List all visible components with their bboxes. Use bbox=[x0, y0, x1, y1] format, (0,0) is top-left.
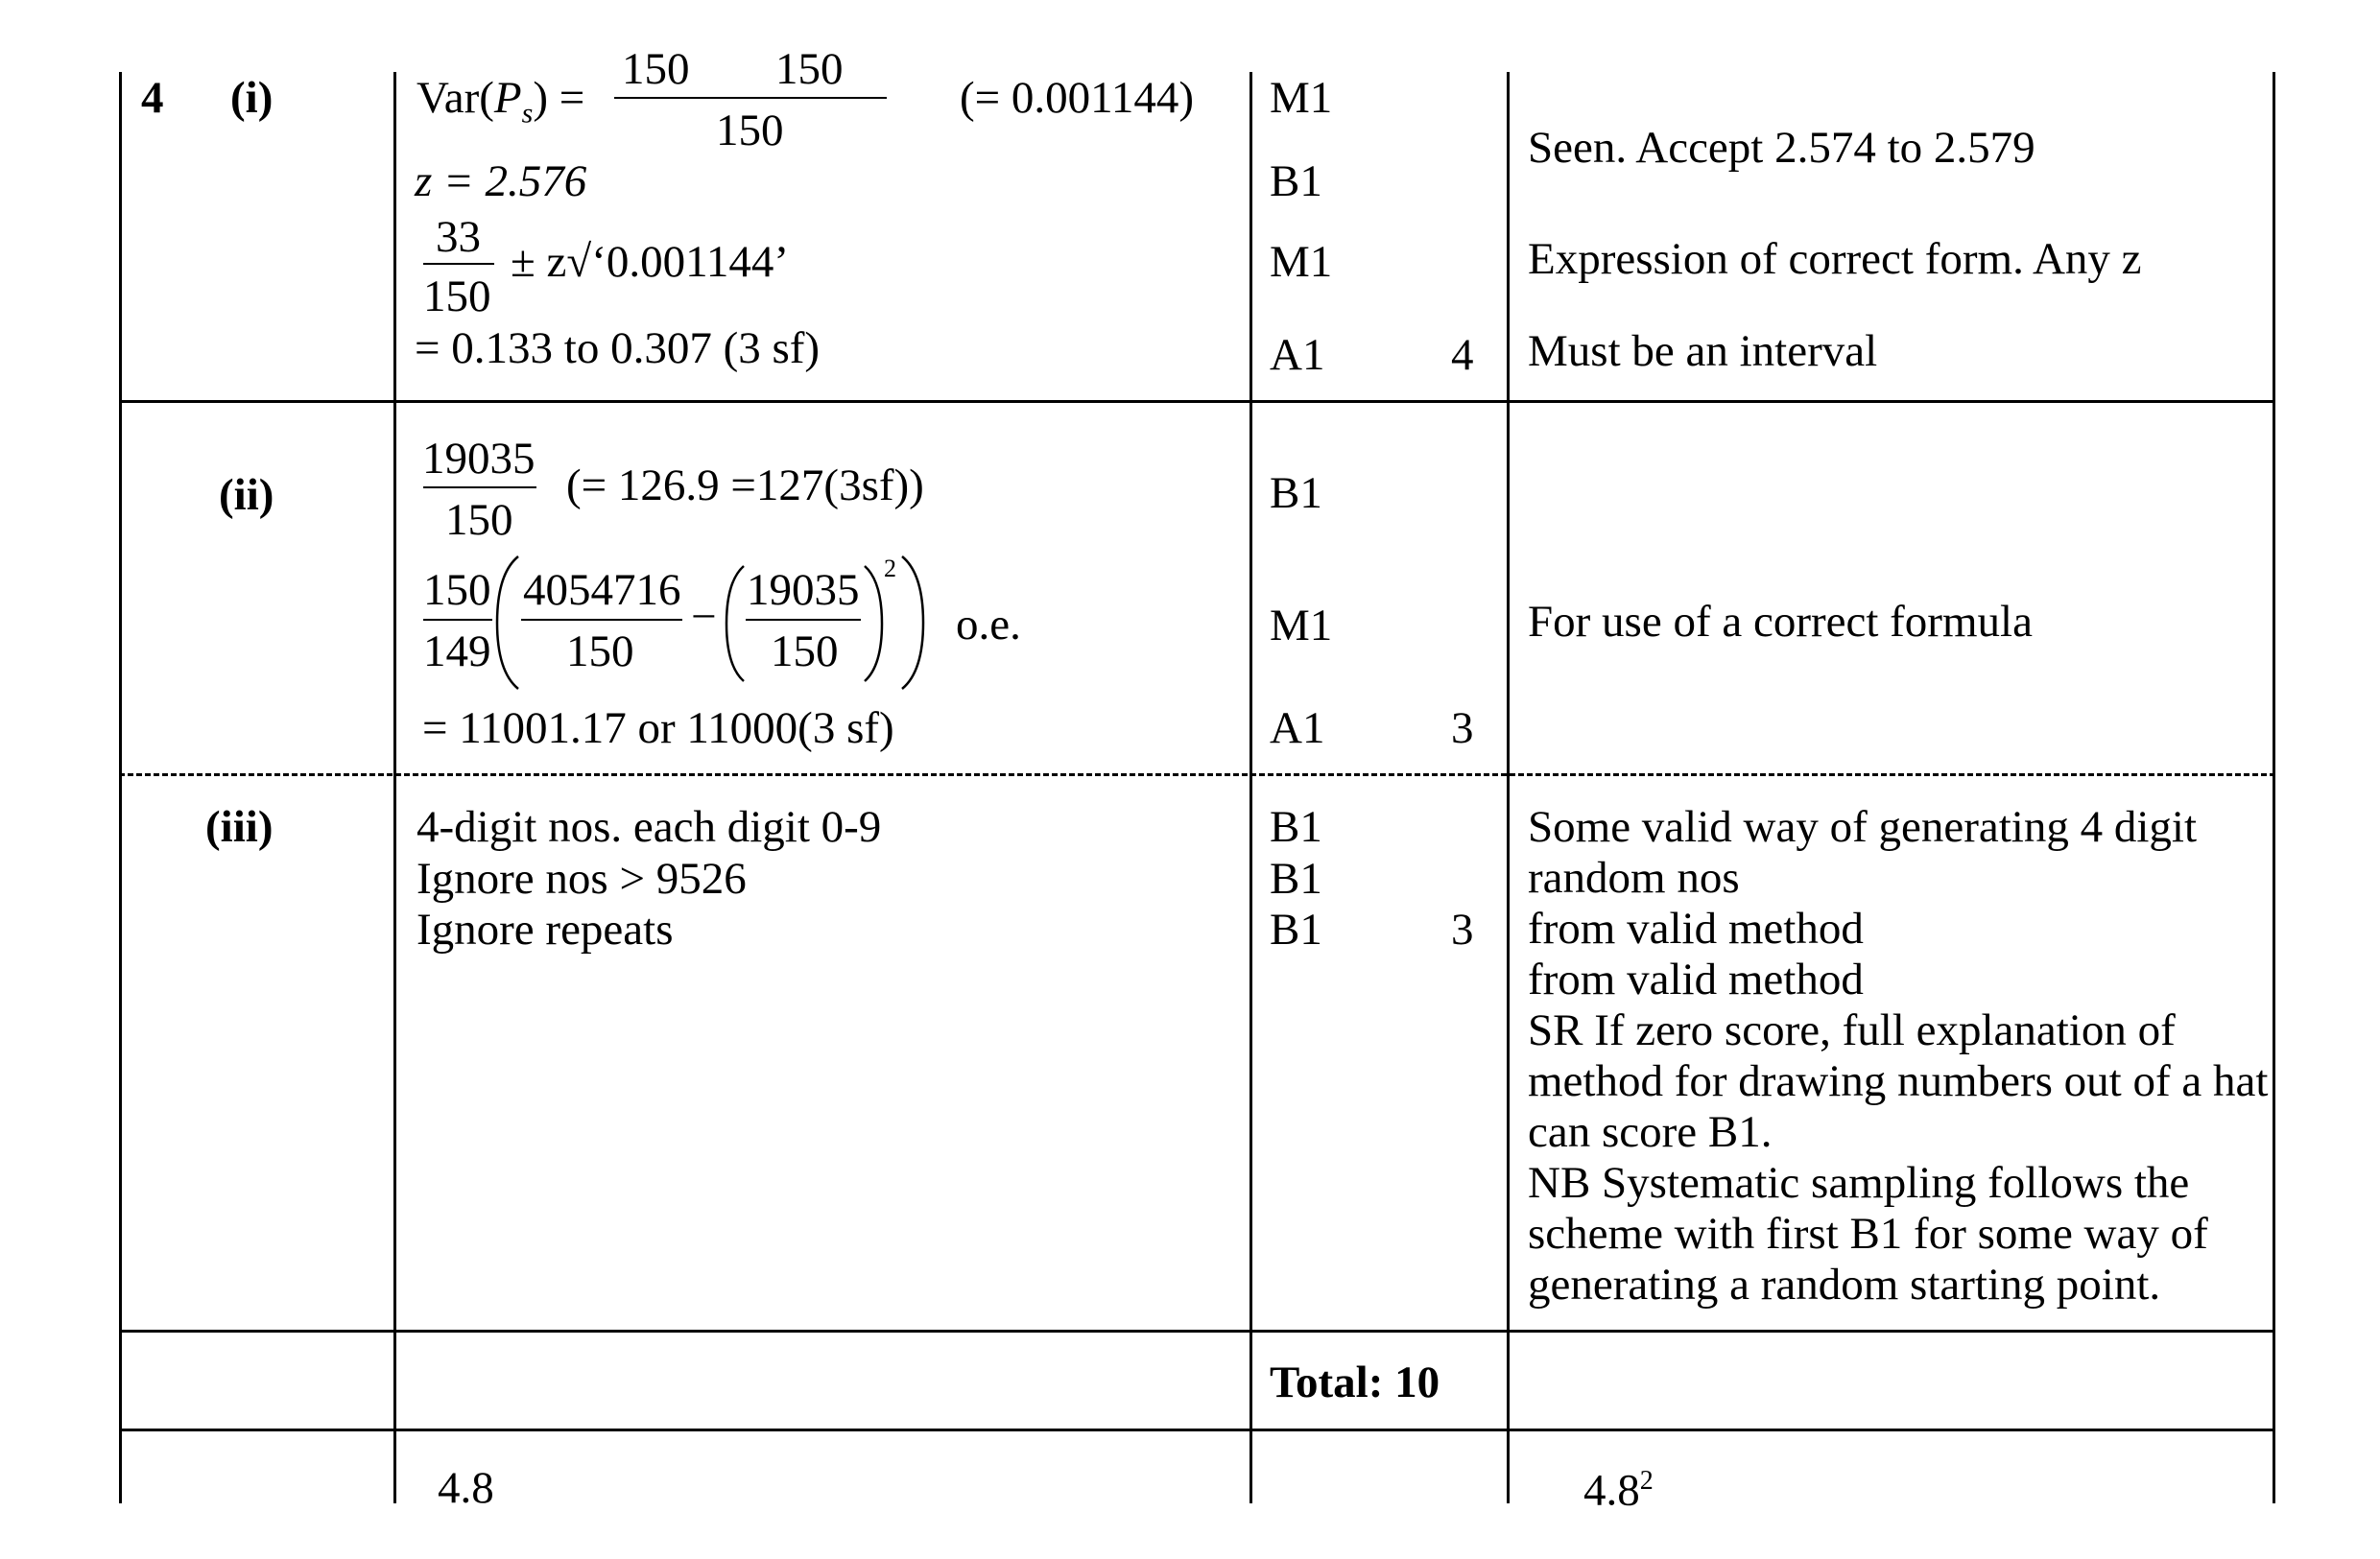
row-divider-i-ii bbox=[119, 400, 2275, 403]
part-i-mark-4: A1 bbox=[1270, 330, 1325, 380]
part-iii-note-6: method for drawing numbers out of a hat bbox=[1528, 1056, 2269, 1106]
next-row-note-fragment: $4.8^2$ bbox=[1583, 1465, 1654, 1516]
part-iii-total-marks: 3 bbox=[1451, 905, 1474, 955]
column-divider-notes bbox=[1507, 72, 1510, 1503]
part-iii-line-2: Ignore nos > 9526 bbox=[416, 854, 747, 904]
part-ii-oe: o.e. bbox=[956, 600, 1021, 650]
table-border-right bbox=[2273, 72, 2275, 1503]
part-ii-label: (ii) bbox=[219, 470, 274, 520]
part-ii-note: For use of a correct formula bbox=[1528, 597, 2033, 647]
part-i-ci-fraction-bar bbox=[423, 263, 494, 265]
question-total: Total: 10 bbox=[1270, 1358, 1440, 1407]
part-iii-mark-3: B1 bbox=[1270, 905, 1322, 955]
part-i-note-1: Seen. Accept 2.574 to 2.579 bbox=[1528, 123, 2035, 173]
part-i-variance-numerator-cut: 150 150 bbox=[622, 44, 844, 94]
column-divider-marks bbox=[1250, 72, 1252, 1503]
part-ii-sumsq-numerator: 4054716 bbox=[523, 565, 681, 615]
part-iii-note-9: scheme with first B1 for some way of bbox=[1528, 1209, 2208, 1259]
part-i-mark-1: M1 bbox=[1270, 73, 1333, 123]
part-ii-mean-sq-denominator: 150 bbox=[771, 626, 839, 676]
part-iii-line-3: Ignore repeats bbox=[416, 905, 674, 955]
next-row-answer-fragment: 4.8 bbox=[438, 1463, 494, 1513]
part-i-note-2: Expression of correct form. Any z bbox=[1528, 234, 2142, 284]
part-ii-mark-3: A1 bbox=[1270, 703, 1325, 753]
part-iii-note-2: random nos bbox=[1528, 853, 1740, 903]
part-ii-total-marks: 3 bbox=[1451, 703, 1474, 753]
part-ii-inner-left-paren bbox=[724, 564, 747, 683]
part-ii-mean-numerator: 19035 bbox=[422, 434, 536, 484]
part-iii-label: (iii) bbox=[205, 802, 274, 852]
part-iii-note-5: SR If zero score, full explanation of bbox=[1528, 1005, 2176, 1055]
part-i-variance-value: (= 0.001144) bbox=[960, 73, 1195, 123]
part-ii-mean-sq-numerator: 19035 bbox=[747, 565, 860, 615]
part-i-ci-denominator: 150 bbox=[423, 272, 491, 321]
row-divider-iii-total bbox=[119, 1330, 2275, 1333]
part-ii-inner-right-paren bbox=[862, 564, 885, 683]
part-ii-outer-left-paren bbox=[493, 555, 522, 691]
part-i-variance-fraction-bar bbox=[614, 97, 887, 99]
part-iii-note-1: Some valid way of generating 4 digit bbox=[1528, 802, 2198, 852]
part-i-result: = 0.133 to 0.307 (3 sf) bbox=[415, 323, 821, 373]
part-i-label: (i) bbox=[230, 73, 274, 123]
row-divider-ii-iii bbox=[119, 773, 2275, 776]
part-ii-result: = 11001.17 or 11000(3 sf) bbox=[422, 703, 894, 753]
part-ii-factor-numerator: 150 bbox=[423, 565, 491, 615]
part-ii-exponent: 2 bbox=[884, 555, 896, 582]
part-i-mark-3: M1 bbox=[1270, 237, 1333, 287]
part-ii-sumsq-fraction-bar bbox=[521, 619, 682, 621]
part-i-ci-expression: ± z√‘0.001144’ bbox=[511, 237, 790, 287]
part-ii-mean-value: (= 126.9 =127(3sf)) bbox=[566, 461, 924, 510]
part-i-variance-denominator: 150 bbox=[716, 106, 784, 155]
part-ii-mean-fraction-bar bbox=[423, 486, 536, 488]
part-iii-note-3: from valid method bbox=[1528, 904, 1864, 954]
question-number: 4 bbox=[141, 73, 164, 123]
part-i-variance-lhs: $Var(P_s)$ = bbox=[416, 73, 585, 130]
part-i-mark-2: B1 bbox=[1270, 156, 1322, 206]
part-ii-minus-sign: − bbox=[691, 592, 717, 642]
part-iii-mark-1: B1 bbox=[1270, 802, 1322, 852]
part-iii-note-10: generating a random starting point. bbox=[1528, 1260, 2161, 1310]
part-ii-factor-denominator: 149 bbox=[423, 626, 491, 676]
part-ii-outer-right-paren bbox=[898, 555, 927, 691]
part-iii-note-8: NB Systematic sampling follows the bbox=[1528, 1158, 2190, 1208]
part-iii-note-4: from valid method bbox=[1528, 955, 1864, 1004]
part-i-note-3: Must be an interval bbox=[1528, 326, 1878, 376]
part-ii-mean-denominator: 150 bbox=[445, 495, 513, 545]
part-ii-mean-sq-fraction-bar bbox=[746, 619, 861, 621]
part-iii-note-7: can score B1. bbox=[1528, 1107, 1773, 1157]
part-i-z-value: z = 2.576 bbox=[415, 156, 587, 206]
part-ii-mark-1: B1 bbox=[1270, 468, 1322, 518]
row-divider-total-next bbox=[119, 1429, 2275, 1431]
part-i-ci-numerator: 33 bbox=[436, 212, 481, 262]
part-ii-mark-2: M1 bbox=[1270, 601, 1333, 650]
part-ii-sumsq-denominator: 150 bbox=[566, 626, 634, 676]
table-border-left bbox=[119, 72, 122, 1503]
part-iii-mark-2: B1 bbox=[1270, 854, 1322, 904]
part-iii-line-1: 4-digit nos. each digit 0-9 bbox=[416, 802, 882, 852]
part-i-total-marks: 4 bbox=[1451, 330, 1474, 380]
part-ii-factor-fraction-bar bbox=[423, 619, 492, 621]
column-divider-answer bbox=[393, 72, 396, 1503]
